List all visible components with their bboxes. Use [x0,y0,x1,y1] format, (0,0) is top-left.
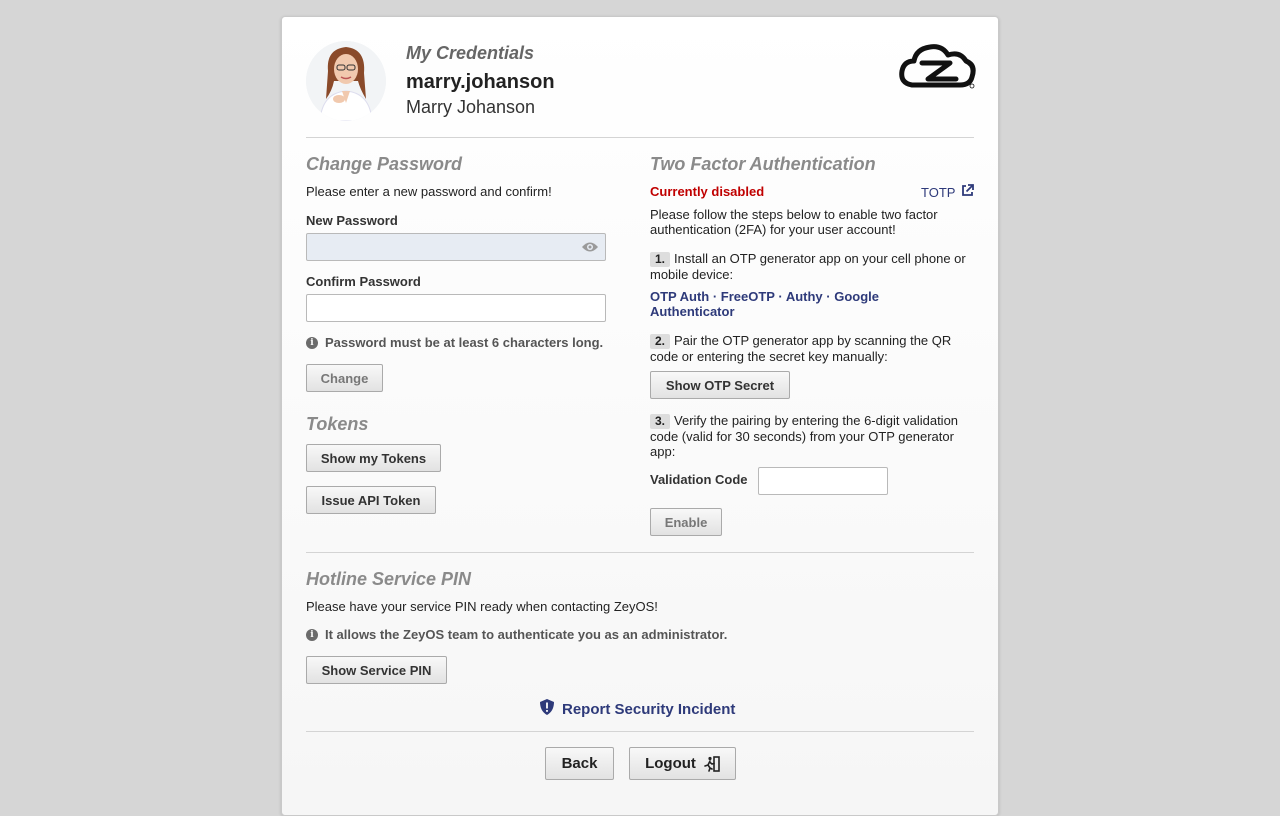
change-password-instruction: Please enter a new password and confirm! [306,184,552,199]
app-link-google-authenticator[interactable]: Google Authenticator [650,289,879,319]
confirm-password-field[interactable] [306,294,606,322]
hotline-hint: i It allows the ZeyOS team to authenticate you as an administrator. [306,627,727,642]
eye-icon[interactable] [581,240,599,259]
new-password-label: New Password [306,213,398,228]
validation-code-field[interactable] [758,467,888,495]
page-title: My Credentials [406,43,535,63]
app-link-otp-auth[interactable]: OTP Auth [650,289,710,304]
exit-icon [704,756,720,772]
otp-app-list [650,289,880,319]
zeyos-logo [898,41,976,91]
change-button[interactable]: Change [306,364,383,392]
password-hint: i Password must be at least 6 characters long. [306,335,603,350]
enable-button[interactable]: Enable [650,508,722,536]
step-1: 1. Install an OTP generator app on your cell phone or mobile device: [650,251,966,282]
new-password-field[interactable] [306,233,606,261]
shield-icon [540,699,554,719]
avatar [306,41,386,121]
report-security-incident-link[interactable]: Report Security Incident [540,699,735,719]
username: marry.johanson [406,71,555,93]
tokens-title: Tokens [306,414,369,434]
change-password-title: Change Password [306,154,463,174]
show-otp-secret-button[interactable]: Show OTP Secret [650,371,790,399]
back-button[interactable]: Back [545,747,614,780]
app-link-authy[interactable]: Authy [785,289,823,304]
external-link-icon [961,184,974,200]
separator: · [774,289,786,304]
app-link-freeotp[interactable]: FreeOTP [720,289,775,304]
separator: · [822,289,835,304]
two-factor-status: Currently disabled [650,184,765,199]
divider [306,552,974,553]
hotline-instruction: Please have your service PIN ready when contacting ZeyOS! [306,599,658,614]
step-3: 3. Verify the pairing by entering the 6-digit validation code (valid for 30 seconds) from your OTP generator app: [650,413,959,459]
divider [306,137,974,138]
issue-api-token-button[interactable]: Issue API Token [306,486,436,514]
show-tokens-button[interactable]: Show my Tokens [306,444,441,472]
info-icon: i [306,337,318,349]
separator: · [709,289,721,304]
two-factor-title: Two Factor Authentication [650,154,876,174]
full-name: Marry Johanson [406,97,536,117]
confirm-password-label: Confirm Password [306,274,421,289]
divider [306,731,974,732]
info-icon: i [306,629,318,641]
step-2: 2. Pair the OTP generator app by scanning the QR code or entering the secret key manually: [650,333,952,364]
hotline-title: Hotline Service PIN [306,569,472,589]
show-service-pin-button[interactable]: Show Service PIN [306,656,447,684]
two-factor-intro: Please follow the steps below to enable two factor authentication (2FA) for your user account! [650,207,938,237]
credentials-card [281,16,999,816]
validation-code-label: Validation Code [650,472,748,487]
totp-link[interactable]: TOTP [921,184,974,200]
logout-button[interactable]: Logout [629,747,736,780]
